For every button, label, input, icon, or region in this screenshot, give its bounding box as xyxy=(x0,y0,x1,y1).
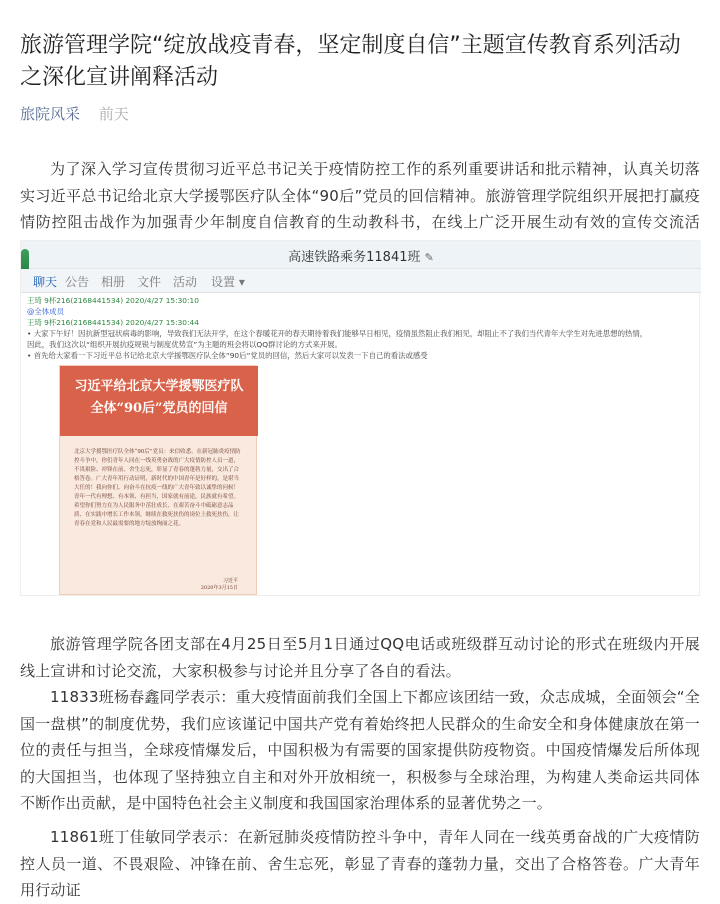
tab-settings: 设置 ▾ xyxy=(211,275,245,289)
paragraph-student-ding: 11861班丁佳敏同学表示：在新冠肺炎疫情防控斗争中，青年人同在一线英勇奋战的广大疫情防控人员一道、不畏艰险、冲锋在前、舍生忘死，彰显了青春的蓬勃力量，交出了合格答卷。广大青年用行动证 xyxy=(20,828,700,900)
group-header xyxy=(21,241,701,269)
poster-title xyxy=(60,376,258,420)
article-image-qq-group-screenshot[interactable] xyxy=(20,240,700,596)
tab-activity: 活动 xyxy=(173,275,198,289)
paragraph-activity: 旅游管理学院各团支部在4月25日至5月1日通过QQ电话或班级群互动讨论的形式在班级内开展线上宣讲和讨论交流，大家积极参与讨论并且分享了各自的看法。 xyxy=(20,635,700,680)
tab-notice: 公告 xyxy=(65,275,90,289)
tab-chat: 聊天 xyxy=(33,275,58,289)
paragraph-student-yang: 11833班杨春鑫同学表示：重大疫情面前我们全国上下都应该团结一致，众志成城，全面领会“全国一盘棋”的制度优势，我们应该谨记中国共产党有着始终把人民群众的生命安全和身体健康放在第一位的责任与担当，全球疫情爆发后，中国积极为有需要的国家提供防疫物资。中国疫情爆发后所体现的大国担当，也体现了坚持独立自主和对外开放相统一，积极参与全球治理，为构建人类命运共同体不断作出贡献，是中国特色社会主义制度和我国国家治理体系的显著优势之一。 xyxy=(20,688,700,813)
article-meta xyxy=(20,104,129,124)
group-title-text: 高速铁路乘务11841班 xyxy=(288,250,421,265)
article-title: 旅游管理学院“绽放战疫青春，坚定制度自信”主题宣传教育系列活动之深化宣讲阐释活动 xyxy=(20,33,681,90)
chat-sender-line: 王琦 9杯216(2168441534) 2020/4/27 15:30:10 xyxy=(27,296,199,305)
chat-sender-line: 王琦 9杯216(2168441534) 2020/4/27 15:30:44 xyxy=(27,318,199,327)
reply-letter-poster xyxy=(59,365,257,595)
tab-album: 相册 xyxy=(101,275,126,289)
chat-message-line: 因此，我们这次以“组织开展抗疫规锐与制度优势宣”为主题的班会将以QQ群讨论的方式来开展。 xyxy=(27,340,342,349)
group-tabs xyxy=(21,269,701,293)
chat-message-line: • 大家下午好！因抗新型冠状病毒的影响，导致我们无法开学，在这个春暖花开的春天期待着我们能够早日相见，疫情虽然阻止我们相见，却阻止不了我们当代青年大学生对先进思想的热情， xyxy=(27,329,648,338)
publish-time: 前天 xyxy=(98,105,129,123)
poster-title-line: 全体“90后”党员的回信 xyxy=(90,401,228,416)
poster-signature xyxy=(201,578,238,592)
chat-message-line: • 首先给大家看一下习近平总书记给北京大学援鄂医疗队全体“90后”党员的回信，然后大家可以发表一下自己的看法或感受 xyxy=(27,351,428,360)
poster-signature-name: 习近平 xyxy=(222,578,238,584)
edit-icon: ✎ xyxy=(424,251,434,264)
chat-mention: @全体成员 xyxy=(27,307,64,316)
group-title xyxy=(21,246,701,265)
poster-body-text: 北京大学援鄂医疗队全体“90后”党员：来信收悉。在新冠肺炎疫情防控斗争中，你们青年人同在一线英勇奋战的广大疫情防控人员一道，不畏艰险、冲锋在前、舍生忘死，彰显了青春的蓬勃力量，交出了合格答卷。广大青年用行动证明，新时代的中国青年是好样的，是堪当大任的！我向你们、向奋斗在抗疫一线的广大青年致以诚挚的问候！青年一代有理想、有本领、有担当，国家就有前途，民族就有希望。希望你们努力在为人民服务中茁壮成长、在艰苦奋斗中砥砺意志品质、在实践中增长工作本领，继续在救死扶伤的岗位上救死扶伤，让青春在党和人民最需要的地方绽放绚丽之花。 xyxy=(74,449,241,527)
poster-title-line: 习近平给北京大学援鄂医疗队 xyxy=(74,379,244,394)
paragraph-intro: 为了深入学习宣传贯彻习近平总书记关于疫情防控工作的系列重要讲话和批示精神，认真关切落实习近平总书记给北京大学援鄂医疗队全体“90后”党员的回信精神。旅游管理学院组织开展把打赢疫情防控阻击战作为加强青少年制度自信教育的生动教科书，在线上广泛开展生动有效的宣传交流活 xyxy=(20,160,700,232)
poster-date: 2020年3月15日 xyxy=(200,585,238,591)
tab-files: 文件 xyxy=(137,275,162,289)
account-name-link[interactable]: 旅院风采 xyxy=(20,105,81,123)
